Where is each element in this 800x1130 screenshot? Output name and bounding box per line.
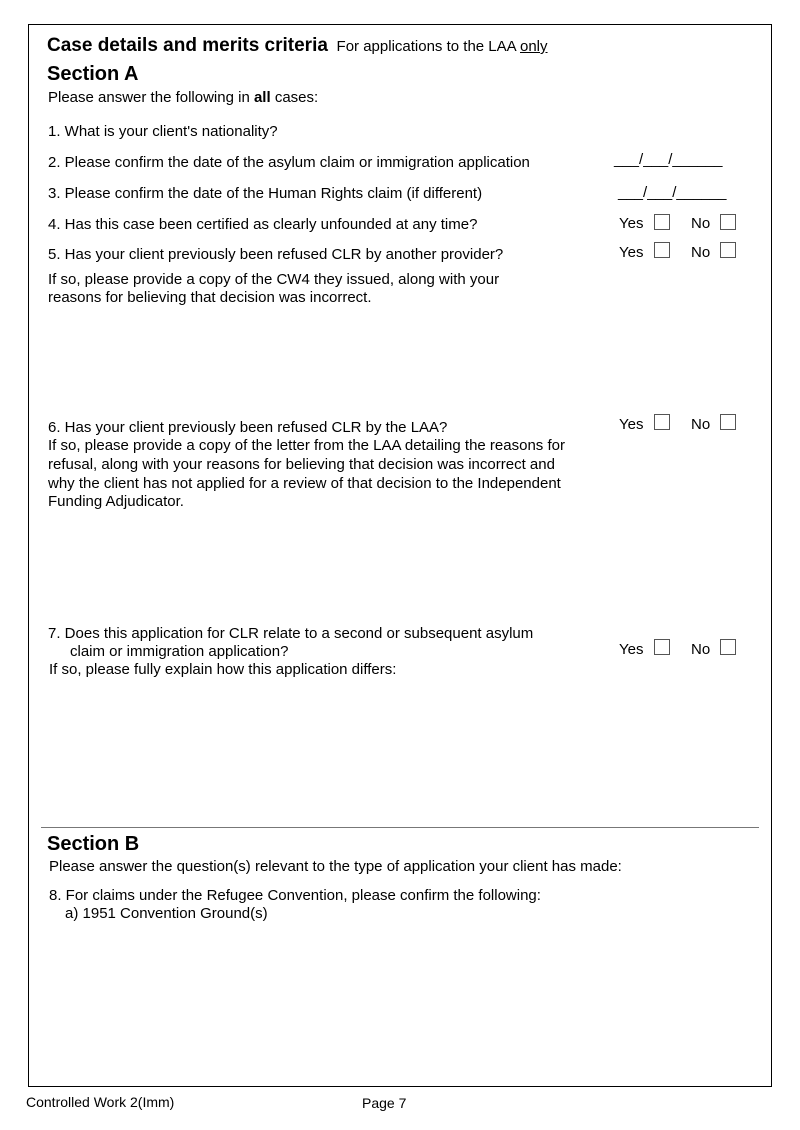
q7-yes-checkbox[interactable]	[654, 639, 670, 655]
page-title-row	[47, 35, 548, 57]
q5-note-line-2: reasons for believing that decision was incorrect.	[48, 289, 372, 306]
question-7-line-1: 7. Does this application for CLR relate to a second or subsequent asylum	[48, 625, 534, 642]
page-subtitle	[332, 38, 547, 55]
q4-no-label: No	[691, 215, 711, 232]
intro-post: cases:	[274, 89, 319, 106]
q5-yes-label: Yes	[619, 244, 644, 261]
q4-no-checkbox[interactable]	[720, 214, 736, 230]
asylum-claim-date-field[interactable]: ___/___/______	[614, 151, 723, 168]
question-2: 2. Please confirm the date of the asylum claim or immigration application	[48, 154, 530, 171]
section-b-intro: Please answer the question(s) relevant to the type of application your client has made:	[49, 858, 622, 875]
q7-note: If so, please fully explain how this application differs:	[49, 661, 397, 678]
q7-no-checkbox[interactable]	[720, 639, 736, 655]
question-8: 8. For claims under the Refugee Convention, please confirm the following:	[49, 887, 541, 904]
question-8a: a) 1951 Convention Ground(s)	[65, 905, 268, 922]
question-6: 6. Has your client previously been refused CLR by the LAA?	[48, 419, 448, 436]
q6-note-line-2: refusal, along with your reasons for believing that decision was incorrect and	[48, 456, 555, 473]
question-3: 3. Please confirm the date of the Human Rights claim (if different)	[48, 185, 483, 202]
question-4: 4. Has this case been certified as clearly unfounded at any time?	[48, 216, 478, 233]
form-id: Controlled Work 2(Imm)	[26, 1094, 175, 1110]
section-a-heading: Section A	[47, 63, 139, 85]
q6-yes-label: Yes	[619, 416, 644, 433]
intro-bold: all	[253, 89, 271, 106]
human-rights-claim-date-field[interactable]: ___/___/______	[618, 184, 727, 201]
q6-note-line-1: If so, please provide a copy of the letter from the LAA detailing the reasons for	[48, 437, 565, 454]
page-title: Case details and merits criteria	[47, 35, 328, 56]
question-5: 5. Has your client previously been refused CLR by another provider?	[48, 246, 504, 263]
q6-note-line-3: why the client has not applied for a review of that decision to the Independent	[48, 475, 561, 492]
q4-yes-checkbox[interactable]	[654, 214, 670, 230]
question-7-line-2: claim or immigration application?	[70, 643, 289, 660]
q6-no-label: No	[691, 416, 711, 433]
section-b-heading: Section B	[47, 833, 140, 855]
subtitle-underlined: only	[520, 38, 548, 55]
q7-no-label: No	[691, 641, 711, 658]
q5-note-line-1: If so, please provide a copy of the CW4 they issued, along with your	[48, 271, 500, 288]
q5-yes-checkbox[interactable]	[654, 242, 670, 258]
q4-yes-label: Yes	[619, 215, 644, 232]
section-divider	[41, 827, 759, 828]
q6-no-checkbox[interactable]	[720, 414, 736, 430]
intro-pre: Please answer the following in	[48, 89, 250, 106]
page-number: Page 7	[362, 1095, 407, 1111]
section-a-intro	[48, 89, 318, 107]
subtitle-prefix: For applications to the LAA	[336, 38, 516, 55]
q5-no-checkbox[interactable]	[720, 242, 736, 258]
q5-no-label: No	[691, 244, 711, 261]
q6-yes-checkbox[interactable]	[654, 414, 670, 430]
question-1: 1. What is your client's nationality?	[48, 123, 278, 140]
q6-note-line-4: Funding Adjudicator.	[48, 493, 184, 510]
q7-yes-label: Yes	[619, 641, 644, 658]
